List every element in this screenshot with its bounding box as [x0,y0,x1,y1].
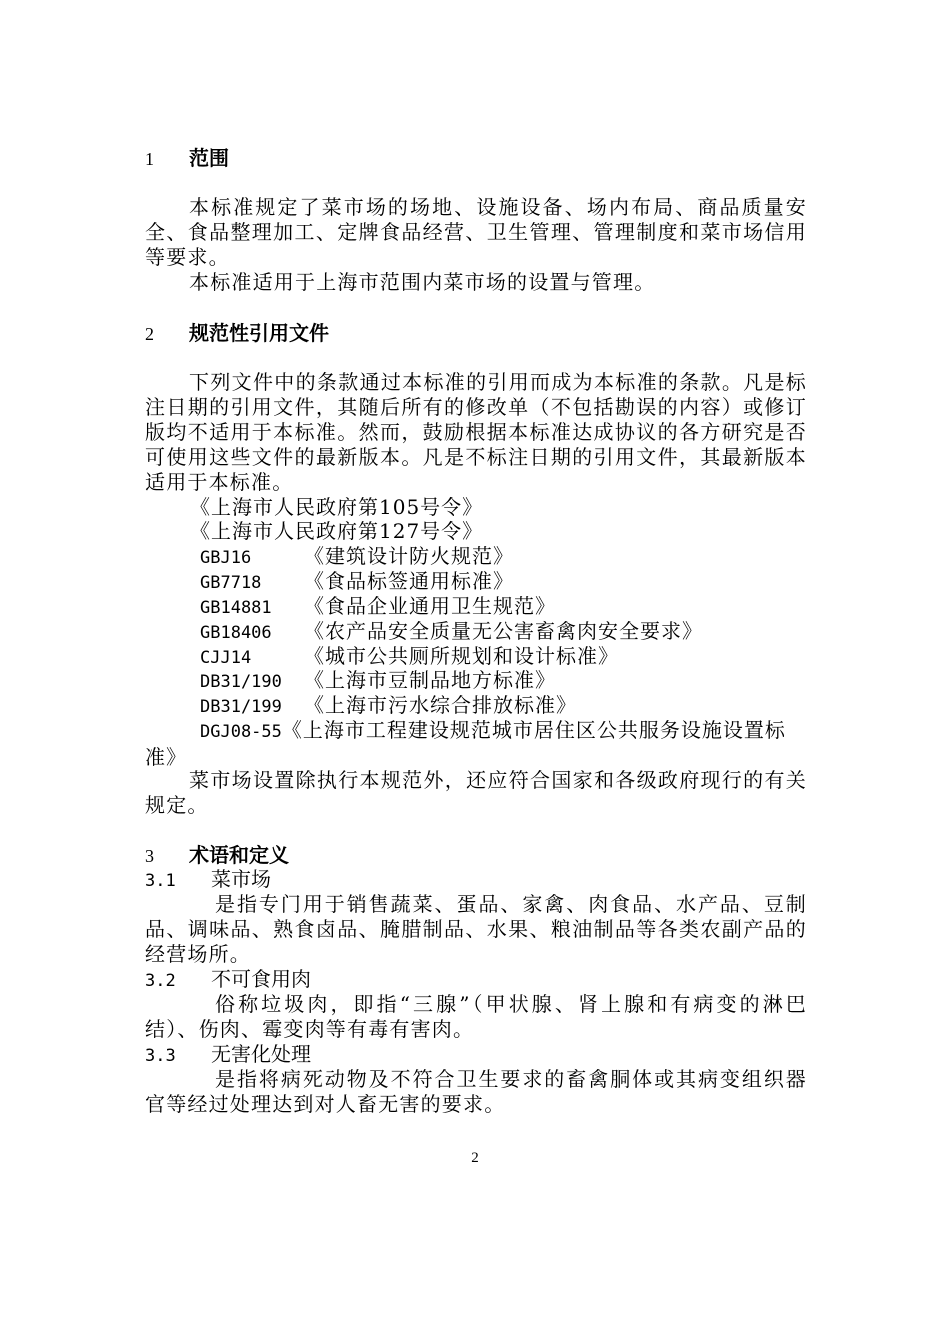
section-2-intro: 下列文件中的条款通过本标准的引用而成为本标准的条款。凡是标注日期的引用文件，其随后所有的修改单（不包括勘误的内容）或修订版均不适用于本标准。然而，鼓励根据本标准达成协议的各方研究是否可使用这些文件的最新版本。凡是不标注日期的引用文件，其最新版本适用于本标准。 [145,370,807,494]
section-number: 1 [145,149,154,169]
term-heading [145,967,311,994]
section-1-paragraph-1: 本标准规定了菜市场的场地、设施设备、场内布局、商品质量安全、食品整理加工、定牌食品经营、卫生管理、管理制度和菜市场信用等要求。 [145,195,807,269]
standard-code: CJJ14 [200,648,252,668]
page-number: 2 [471,1150,479,1166]
standard-name: 《建筑设计防火规范》 [304,544,514,568]
reference-order: 《上海市人民政府第127号令》 [190,519,484,543]
standard-code: GB7718 [200,573,262,593]
reference-standard [200,569,514,596]
standard-code: DB31/190 [200,672,282,692]
standard-name: 《上海市污水综合排放标准》 [304,693,577,717]
standard-name: 《上海市工程建设规范城市居住区公共服务设施设置标准》 [145,718,786,769]
standard-name: 《农产品安全质量无公害畜禽肉安全要求》 [304,619,703,643]
reference-standard [200,644,619,671]
reference-standard [200,619,703,646]
term-number: 3.2 [145,971,176,991]
standard-name: 《城市公共厕所规划和设计标准》 [304,644,619,668]
term-definition: 俗称垃圾肉，即指“三腺”（甲状腺、肾上腺和有病变的淋巴结）、伤肉、霉变肉等有毒有害肉。 [145,992,807,1041]
standard-name: 《食品标签通用标准》 [304,569,514,593]
section-1-paragraph-2: 本标准适用于上海市范围内菜市场的设置与管理。 [189,270,656,294]
reference-standard [200,594,556,621]
standard-code: GB18406 [200,623,272,643]
section-number: 3 [145,846,154,866]
standard-code: GBJ16 [200,548,252,568]
standard-code: DB31/199 [200,697,282,717]
section-2-closing: 菜市场设置除执行本规范外，还应符合国家和各级政府现行的有关规定。 [145,768,807,817]
term-heading [145,1042,311,1069]
reference-standard [145,718,807,770]
reference-order: 《上海市人民政府第105号令》 [190,495,484,519]
standard-code: GB14881 [200,598,272,618]
term-definition: 是指专门用于销售蔬菜、蛋品、家禽、肉食品、水产品、豆制品、调味品、熟食卤品、腌腊制品、水果、粮油制品等各类农副产品的经营场所。 [145,892,807,966]
reference-standard [200,668,556,695]
term-number: 3.1 [145,871,176,891]
section-title: 规范性引用文件 [189,321,329,345]
section-title: 术语和定义 [189,843,289,867]
standard-name: 《食品企业通用卫生规范》 [304,594,556,618]
reference-standard [200,693,577,720]
section-2-heading [145,320,329,347]
section-1-heading [145,145,229,172]
term-definition: 是指将病死动物及不符合卫生要求的畜禽胴体或其病变组织器官等经过处理达到对人畜无害的要求。 [145,1067,807,1116]
reference-standard [200,544,514,571]
standard-name: 《上海市豆制品地方标准》 [304,668,556,692]
standard-code: DGJ08-55 [200,722,282,742]
section-title: 范围 [189,146,229,170]
term-title: 不可食用肉 [211,967,311,991]
section-number: 2 [145,324,154,344]
term-heading [145,867,271,894]
term-title: 无害化处理 [211,1042,311,1066]
term-title: 菜市场 [211,867,271,891]
section-3-heading [145,842,289,869]
term-number: 3.3 [145,1046,176,1066]
